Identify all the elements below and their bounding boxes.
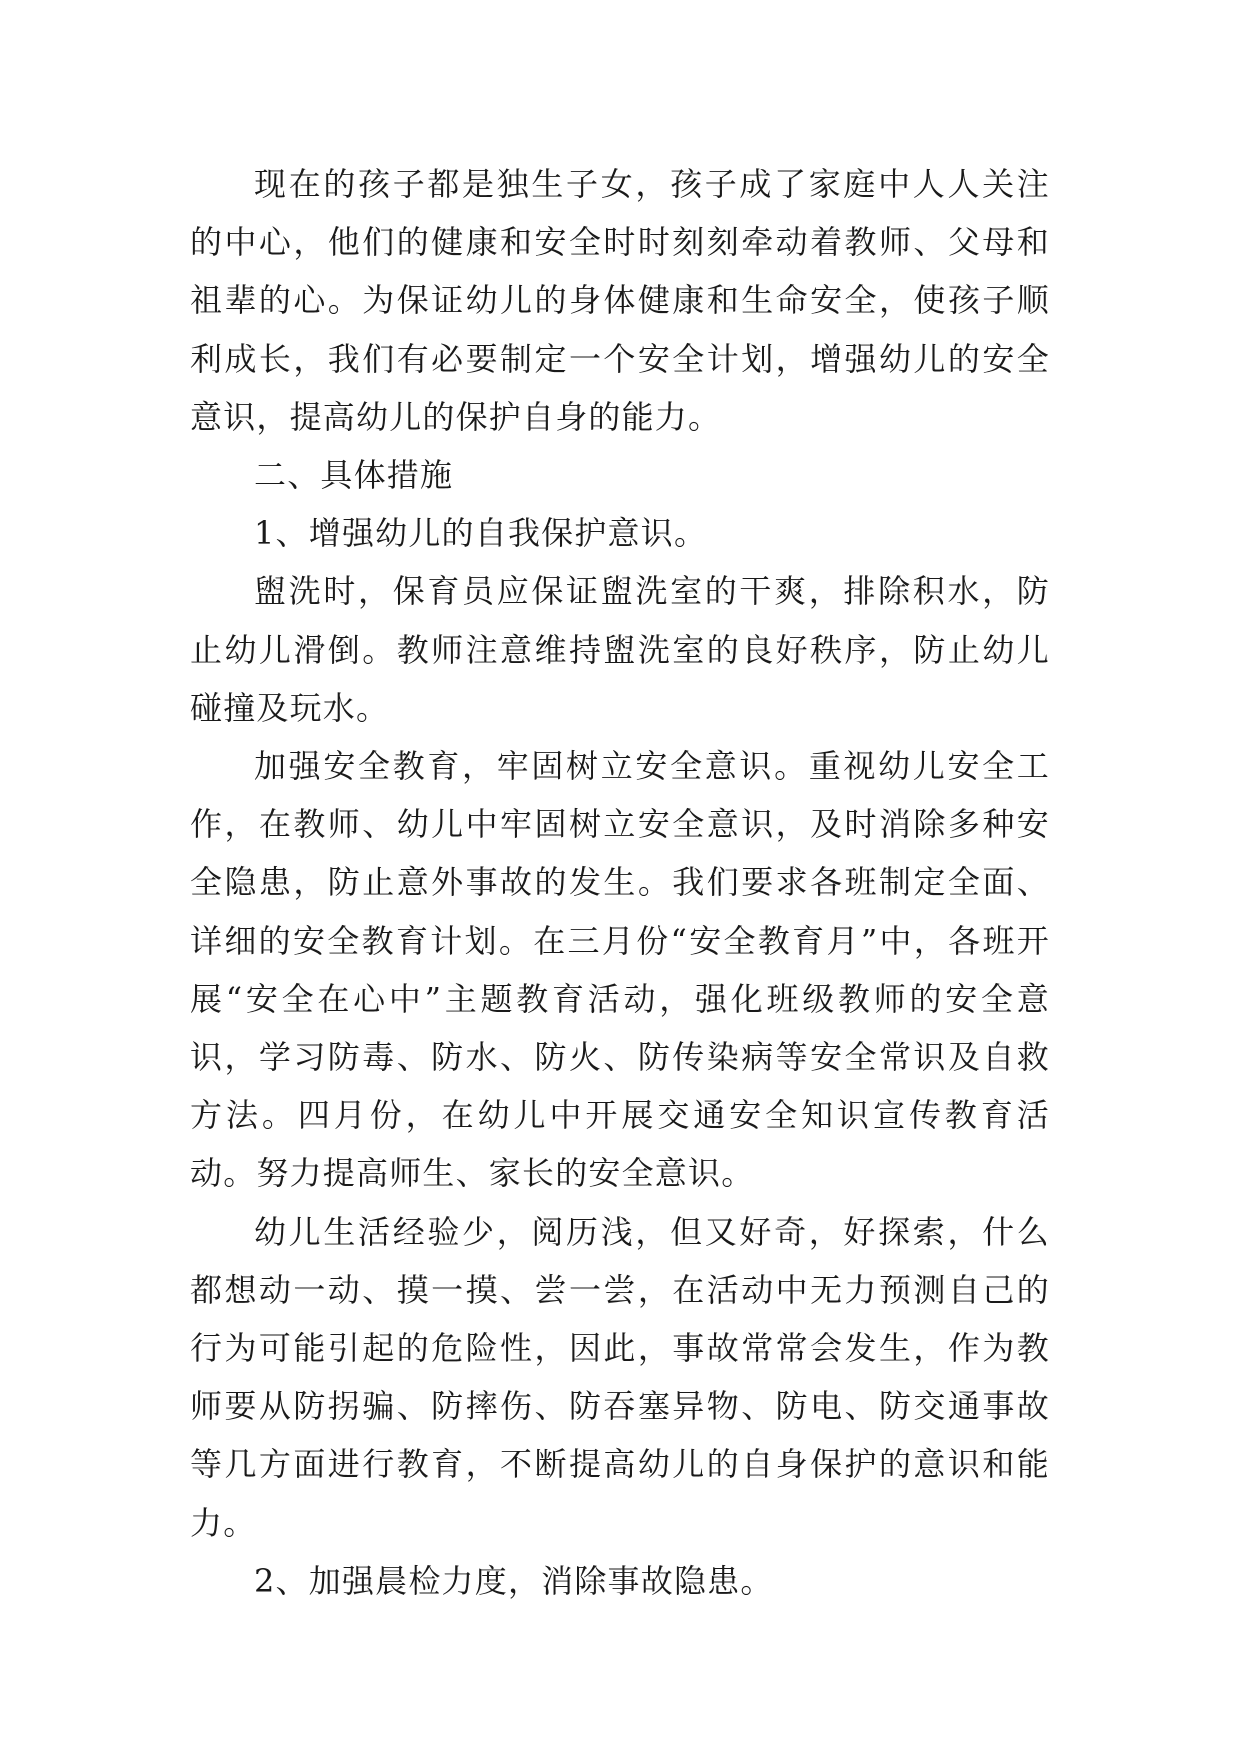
section-heading-measures: 二、具体措施 — [254, 456, 454, 495]
subheading-morning-check: 2、加强晨检力度，消除事故隐患。 — [254, 1561, 774, 1600]
intro-paragraph: 现在的孩子都是独生子女，孩子成了家庭中人人关注的中心，他们的健康和安全时时刻刻牵动着教师、父母和祖辈的心。为保证幼儿的身体健康和生命安全，使孩子顺利成长，我们有必要制定一个安全计划，增强幼儿的安全意识，提高幼儿的保护自身的能力。 — [190, 165, 1050, 436]
washroom-paragraph: 盥洗时，保育员应保证盥洗室的干爽，排除积水，防止幼儿滑倒。教师注意维持盥洗室的良好秩序，防止幼儿碰撞及玩水。 — [190, 572, 1050, 727]
document-page — [190, 155, 1050, 1610]
safety-education-paragraph: 加强安全教育，牢固树立安全意识。重视幼儿安全工作，在教师、幼儿中牢固树立安全意识，及时消除多种安全隐患，防止意外事故的发生。我们要求各班制定全面、详细的安全教育计划。在三月份“安全教育月”中，各班开展“安全在心中”主题教育活动，强化班级教师的安全意识，学习防毒、防水、防火、防传染病等安全常识及自救方法。四月份，在幼儿中开展交通安全知识宣传教育活动。努力提高师生、家长的安全意识。 — [190, 747, 1050, 1193]
child-experience-paragraph: 幼儿生活经验少，阅历浅，但又好奇，好探索，什么都想动一动、摸一摸、尝一尝，在活动中无力预测自己的行为可能引起的危险性，因此，事故常常会发生，作为教师要从防拐骗、防摔伤、防吞塞异物、防电、防交通事故等几方面进行教育，不断提高幼儿的自身保护的意识和能力。 — [190, 1212, 1050, 1542]
subheading-self-protection: 1、增强幼儿的自我保护意识。 — [254, 514, 708, 553]
